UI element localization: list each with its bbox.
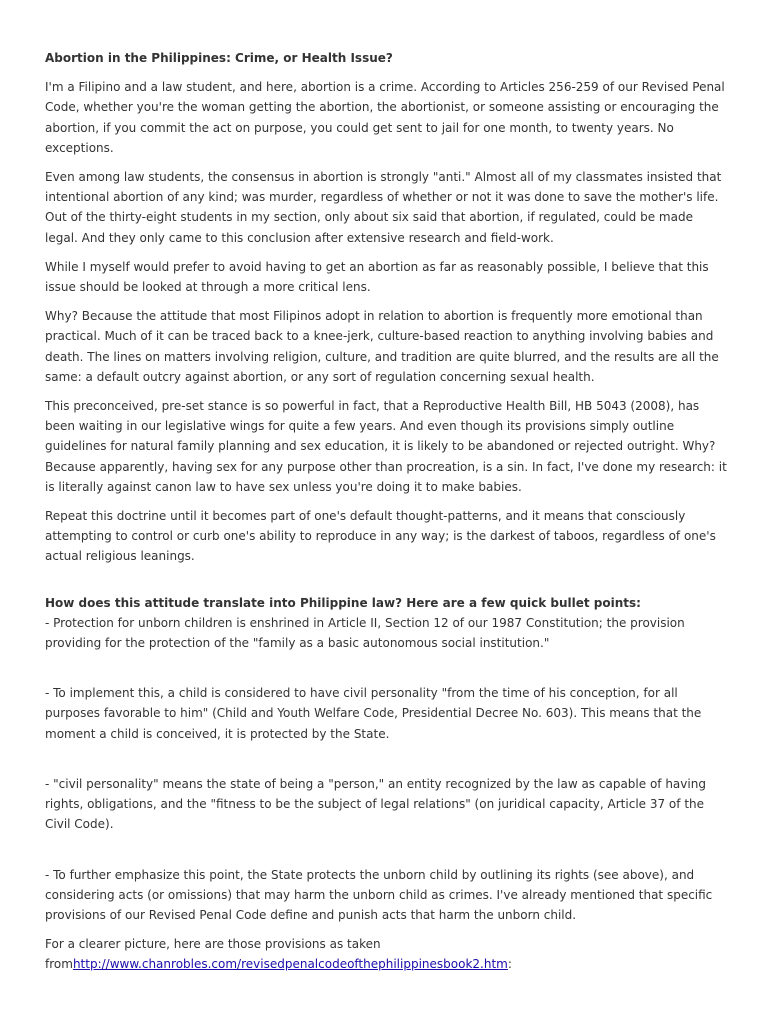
bullet-point: - "civil personality" means the state of being a "person," an entity recognized by the law as capable of having rights, obligations, and the "fitness to be the subject of legal relations" (on juridical capacity, Article 37 of the Civil Code). [45, 776, 706, 832]
closing-trail-text: : [507, 957, 512, 972]
section-subheading: How does this attitude translate into Philippine law? Here are a few quick bullet points: [45, 595, 641, 610]
paragraph-5: This preconceived, pre-set stance is so powerful in fact, that a Reproductive Health Bill, HB 5043 (2008), has been waiting in our legislative wings for quite a few years. And even though its provisions simply outline guidelines for natural family planning and sex education, it is likely to be abandoned or rejected outright. Why? Because apparently, having sex for any purpose other than procreation, is a sin. In fact, I've done my research: it is literally against canon law to have sex unless you're doing it to make babies. [45, 399, 727, 494]
bullet-spacer [45, 835, 728, 865]
paragraph-2: Even among law students, the consensus in abortion is strongly "anti." Almost all of my classmates insisted that intentional abortion of any kind; was murder, regardless of whether or not it was done to save the mother's life. Out of the thirty-eight students in my section, only about six said that abortion, if regulated, could be made legal. And they only came to this conclusion after extensive research and field-work. [45, 170, 722, 245]
bullet-spacer [45, 744, 728, 774]
closing-paragraph [45, 934, 728, 974]
paragraph-4: Why? Because the attitude that most Filipinos adopt in relation to abortion is frequently more emotional than practical. Much of it can be traced back to a knee-jerk, culture-based reaction to anything involving babies and death. The lines on matters involving religion, culture, and tradition are quite blurred, and the results are all the same: a default outcry against abortion, or any sort of regulation concerning sexual health. [45, 309, 719, 384]
paragraph-6: Repeat this doctrine until it becomes part of one's default thought-patterns, and it means that consciously attempting to control or curb one's ability to reproduce in any way; is the darkest of taboos, regardless of one's actual religious leanings. [45, 509, 716, 564]
closing-lead-text: For a clearer picture, here are those provisions as taken from [45, 937, 381, 972]
bullet-point: - To implement this, a child is considered to have civil personality "from the time of his conception, for all purposes favorable to him" (Child and Youth Welfare Code, Presidential Decree No. 603). This means that the moment a child is conceived, it is protected by the State. [45, 686, 702, 741]
paragraph-3: While I myself would prefer to avoid having to get an abortion as far as reasonably possible, I believe that this issue should be looked at through a more critical lens. [45, 259, 709, 295]
source-link[interactable]: http://www.chanrobles.com/revisedpenalcodeofthephilippinesbook2.htm [72, 957, 508, 972]
bullet-point: - To further emphasize this point, the State protects the unborn child by outlining its rights (see above), and considering acts (or omissions) that may harm the unborn child as crimes. I've already mentioned that specific provisions of our Revised Penal Code define and punish acts that harm the unborn child. [45, 867, 713, 922]
bullet-point: - Protection for unborn children is enshrined in Article II, Section 12 of our 1987 Constitution; the provision providing for the protection of the "family as a basic autonomous social institution." [45, 615, 685, 651]
bullet-spacer [45, 653, 728, 683]
article-title: Abortion in the Philippines: Crime, or Health Issue? [45, 51, 393, 65]
paragraph-1: I'm a Filipino and a law student, and here, abortion is a crime. According to Articles 256-259 of our Revised Penal Code, whether you're the woman getting the abortion, the abortionist, or someone assisting or encouraging the abortion, if you commit the act on purpose, you could get sent to jail for one month, to twenty years. No exceptions. [45, 80, 725, 155]
